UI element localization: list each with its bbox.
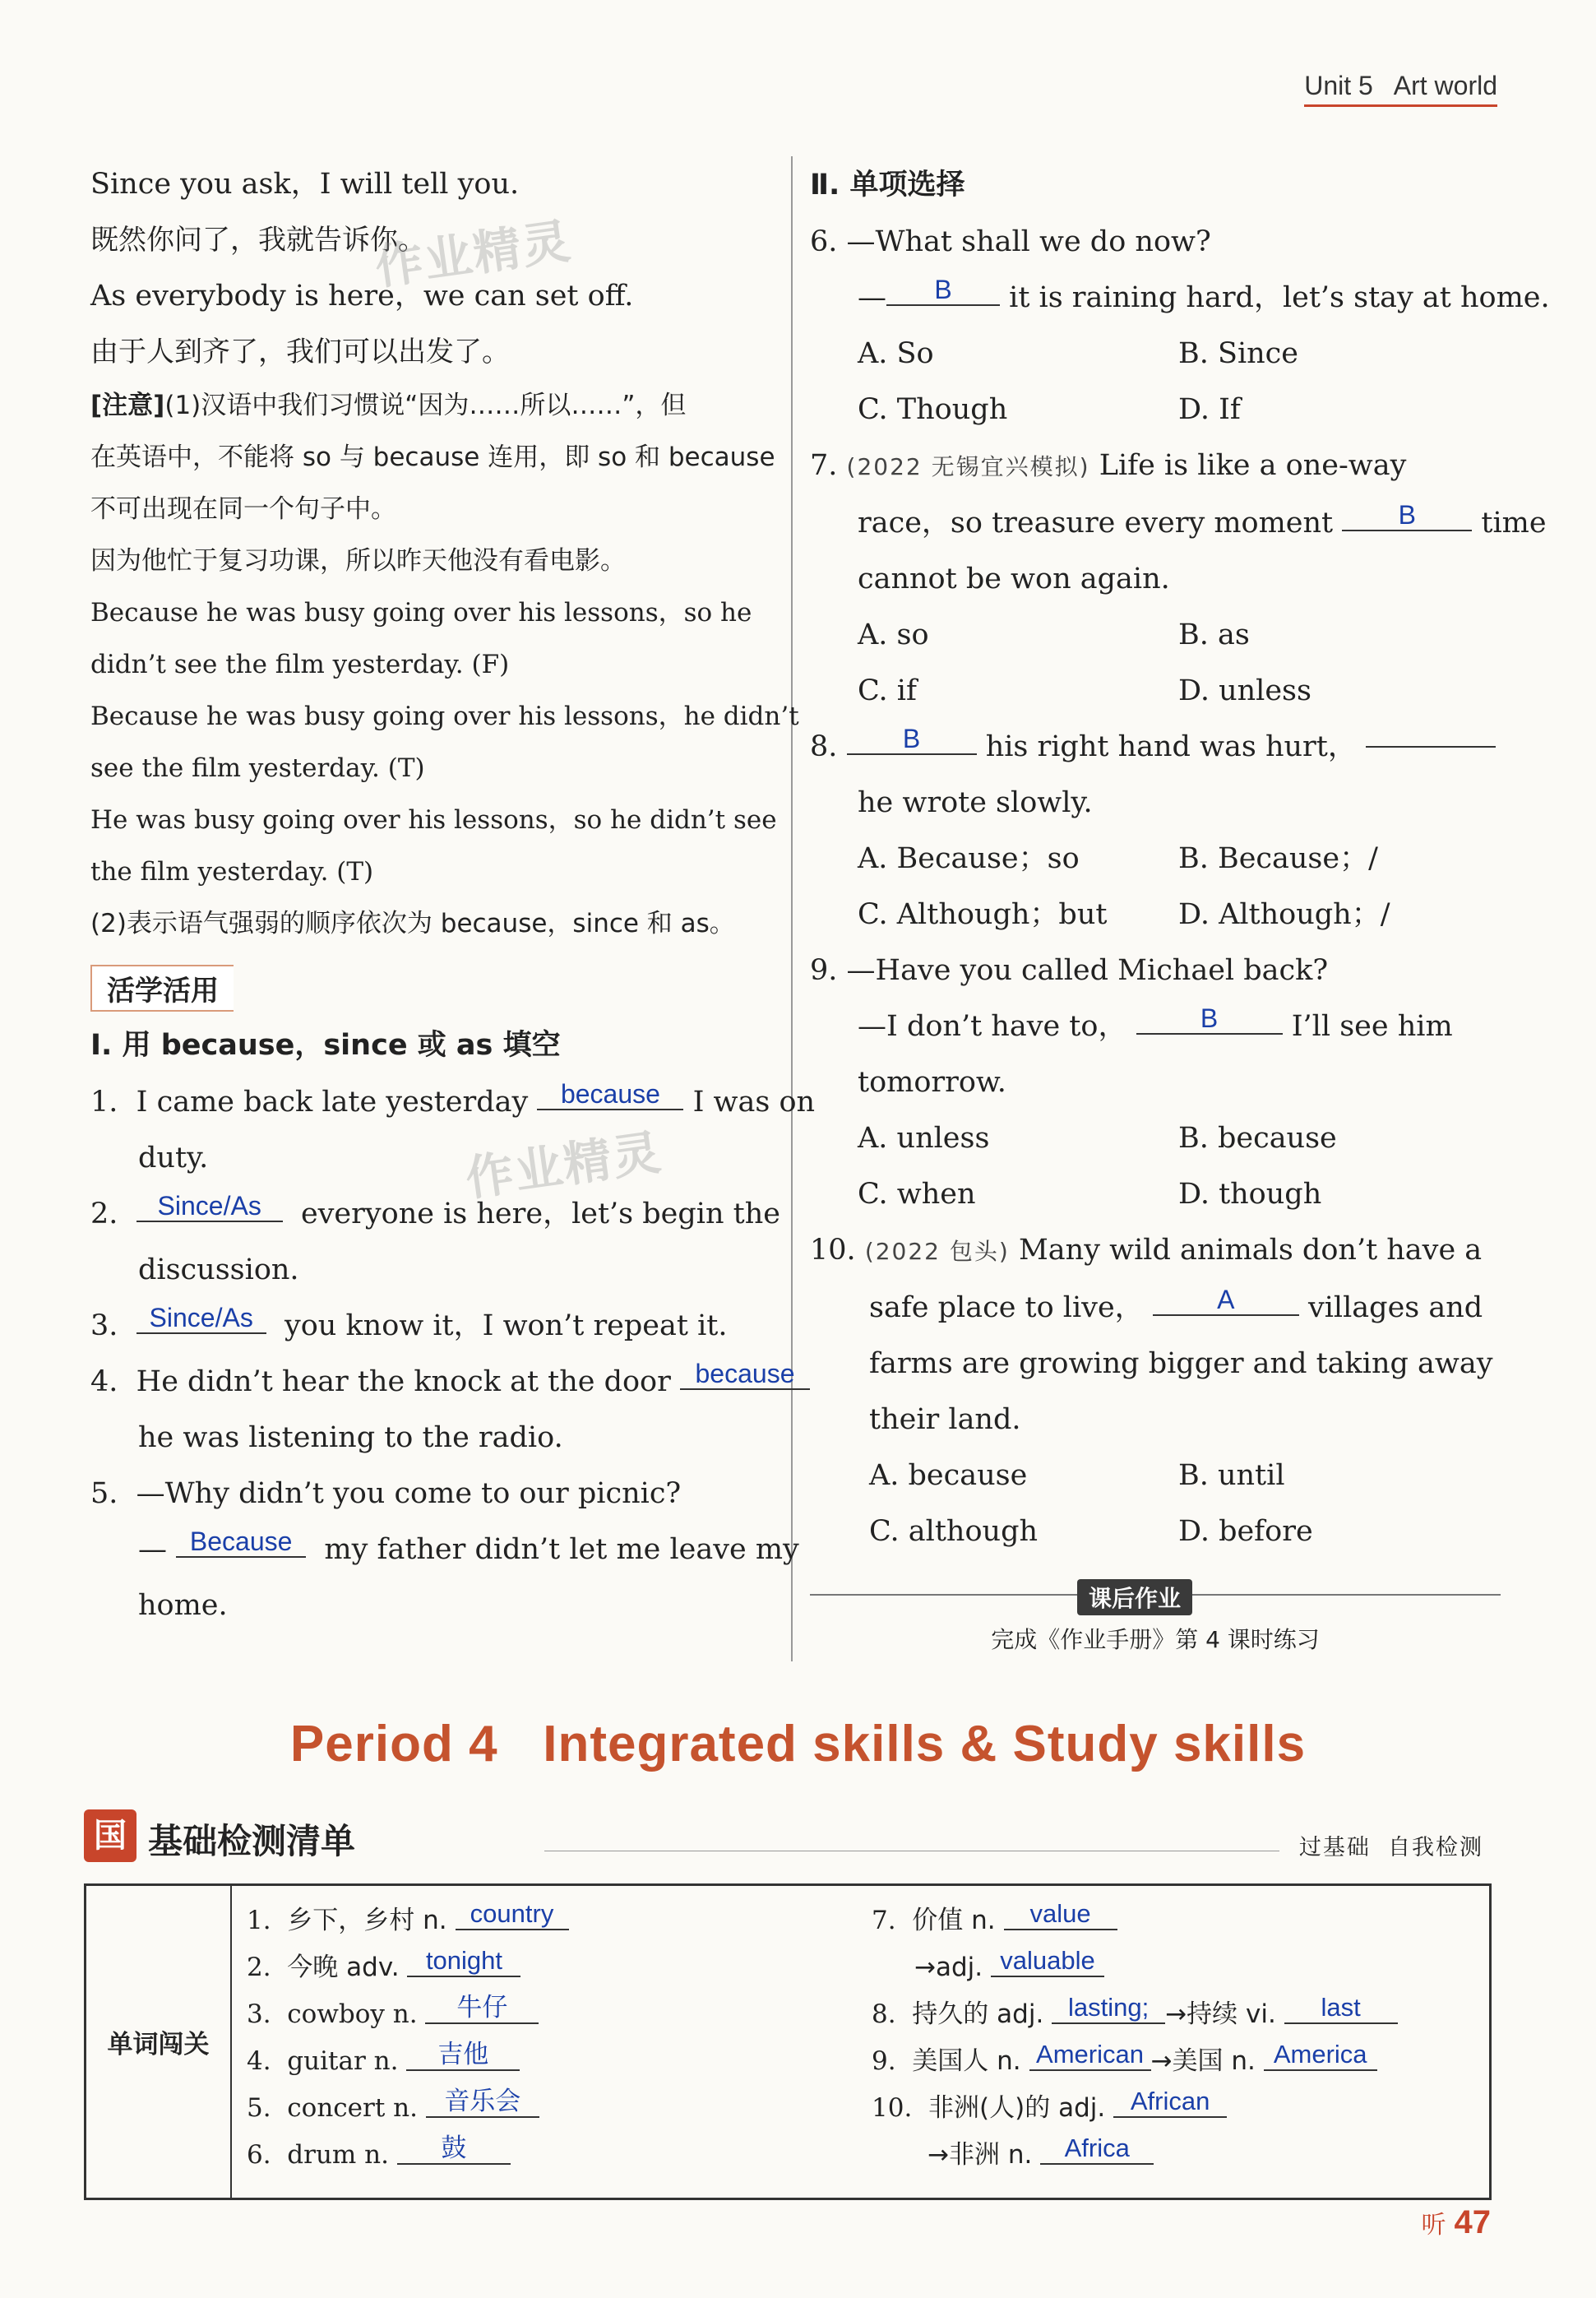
answer-blank[interactable]: 牛仔 — [425, 1993, 539, 2024]
vocab-item — [872, 1897, 1398, 1944]
item-prompt: 价值 n. — [912, 1906, 996, 1935]
vocab-item — [247, 1991, 569, 2038]
options — [810, 831, 1501, 887]
question-8 — [810, 719, 1501, 775]
homework-bar — [810, 1578, 1501, 1610]
question-number: 1. — [90, 1086, 118, 1119]
question-5-answer — [90, 1522, 799, 1578]
options — [810, 382, 1501, 438]
basic-check-subtitle: 过基础 自我检测 — [1298, 1835, 1483, 1860]
intro-line: 由于人到齐了，我们可以出发了。 — [90, 336, 510, 368]
question-source: (2022 无锡宜兴模拟) — [846, 453, 1090, 480]
checklist-icon: 国 — [84, 1809, 136, 1862]
question-source: (2022 包头) — [864, 1238, 1010, 1265]
vocab-item — [872, 2132, 1398, 2179]
answer-blank[interactable]: Since/As — [136, 1303, 266, 1334]
watermark: 作业精灵 — [372, 212, 576, 296]
question-text: safe place to live， — [869, 1291, 1144, 1324]
item-number: 2. — [247, 1953, 271, 1982]
question-9-line2 — [810, 998, 1501, 1054]
item-prompt: 美国人 n. — [912, 2046, 1021, 2076]
answer-blank[interactable]: Africa — [1040, 2134, 1154, 2165]
options — [810, 1166, 1501, 1222]
unit-label: Unit 5 — [1304, 71, 1373, 100]
question-text: I was on — [692, 1086, 816, 1119]
question-text: —What shall we do now? — [846, 225, 1211, 258]
example-line: Because he was busy going over his lessons，he didn’t — [90, 702, 799, 731]
question-text: it is raining hard，let’s stay at home. — [1009, 281, 1550, 314]
note-tag: [注意] — [90, 391, 165, 420]
homework-text: 完成《作业手册》第 4 课时练习 — [991, 1626, 1320, 1653]
question-text: Many wild animals don’t have a — [1018, 1234, 1483, 1267]
item-number: 7. — [872, 1906, 896, 1935]
option-c[interactable]: C. Though — [858, 393, 1008, 426]
note-line — [90, 380, 779, 432]
question-cont: tomorrow. — [858, 1066, 1006, 1099]
unit-topic: Art world — [1393, 71, 1497, 100]
question-number: 9. — [810, 954, 838, 987]
question-6-answer — [810, 270, 1550, 326]
left-column — [90, 156, 816, 1633]
example-line: the film yesterday. (T) — [90, 857, 374, 887]
answer-blank[interactable]: value — [1004, 1899, 1117, 1930]
option-c[interactable]: C. when — [858, 1178, 976, 1211]
right-column — [810, 156, 1550, 1559]
question-4 — [90, 1354, 795, 1410]
answer-blank[interactable]: because — [537, 1079, 683, 1110]
item-prompt: guitar n. — [287, 2046, 399, 2076]
page-number — [1421, 2204, 1491, 2241]
item-prompt: concert n. — [287, 2093, 418, 2123]
answer-blank[interactable]: African — [1113, 2087, 1227, 2118]
question-text: He didn’t hear the knock at the door — [136, 1365, 671, 1398]
question-text: —I don’t have to， — [858, 1010, 1127, 1043]
note-line: 因为他忙于复习功课，所以昨天他没有看电影。 — [90, 546, 626, 576]
answer-blank[interactable]: Because — [176, 1527, 306, 1558]
question-number: 7. — [810, 449, 838, 482]
example-line: see the film yesterday. (T) — [90, 753, 425, 783]
options — [810, 1503, 1501, 1559]
answer-blank[interactable]: B — [1342, 500, 1472, 531]
question-cont: home. — [138, 1589, 228, 1622]
page-prefix: 听 — [1421, 2211, 1446, 2240]
options — [810, 887, 1501, 943]
answer-blank[interactable]: America — [1264, 2040, 1377, 2071]
option-d[interactable]: D. before — [1178, 1515, 1313, 1548]
item-prompt: 今晚 adv. — [287, 1953, 400, 1982]
item-prompt: 持久的 adj. — [912, 1999, 1044, 2029]
item-number: 1. — [247, 1906, 271, 1935]
question-cont: their land. — [869, 1403, 1021, 1436]
options — [810, 326, 1501, 382]
vocab-item — [872, 1944, 1398, 1991]
question-10-line2 — [810, 1280, 1501, 1336]
question-cont: duty. — [138, 1142, 209, 1174]
answer-blank[interactable]: 音乐会 — [426, 2087, 539, 2118]
basic-check-header — [84, 1809, 1493, 1869]
option-c[interactable]: C. if — [858, 674, 917, 707]
answer-blank[interactable]: because — [680, 1359, 810, 1390]
column-divider — [791, 156, 793, 1661]
vocab-item — [247, 2038, 569, 2085]
example-line: He was busy going over his lessons，so he didn’t see — [90, 805, 777, 835]
vocab-item — [247, 1944, 569, 1991]
example-line: Because he was busy going over his lessons，so he — [90, 598, 752, 628]
vocab-item — [872, 2038, 1398, 2085]
question-text: his right hand was hurt， — [985, 730, 1357, 763]
options — [810, 663, 1501, 719]
homework-box — [810, 1578, 1501, 1655]
period-title: Period 4 Integrated skills & Study skills — [289, 1716, 1307, 1772]
question-9 — [810, 943, 1501, 998]
watermark: 作业精灵 — [462, 1124, 666, 1207]
option-d[interactable]: D. unless — [1178, 674, 1311, 707]
question-number: 6. — [810, 225, 838, 258]
item-prompt: 乡下，乡村 n. — [287, 1906, 447, 1935]
question-text: everyone is here，let’s begin the — [300, 1198, 780, 1230]
answer-blank[interactable]: last — [1284, 1993, 1398, 2024]
option-b[interactable]: B. until — [1178, 1459, 1285, 1492]
question-5 — [90, 1466, 779, 1522]
vocab-item — [872, 1991, 1398, 2038]
question-text: villages and — [1307, 1291, 1483, 1324]
note-line: (2)表示语气强弱的顺序依次为 because，since 和 as。 — [90, 909, 735, 938]
question-10 — [810, 1222, 1501, 1280]
answer-blank[interactable]: 鼓 — [397, 2134, 511, 2165]
question-cont: he was listening to the radio. — [138, 1421, 563, 1454]
intro-line: 既然你问了，我就告诉你。 — [90, 224, 426, 257]
dash: — — [138, 1533, 167, 1566]
question-cont: discussion. — [138, 1253, 299, 1286]
option-a[interactable]: A. unless — [858, 1122, 990, 1155]
answer-blank[interactable]: Since/As — [136, 1191, 283, 1222]
question-number: 3. — [90, 1309, 118, 1342]
option-c[interactable]: C. Although；but — [858, 898, 1108, 931]
question-number: 10. — [810, 1234, 856, 1267]
question-cont: farms are growing bigger and taking away — [869, 1347, 1493, 1380]
question-number: 4. — [90, 1365, 118, 1398]
item-prompt: cowboy n. — [287, 1999, 418, 2029]
option-d[interactable]: D. though — [1178, 1178, 1322, 1211]
intro-line: As everybody is here，we can set off. — [90, 280, 634, 313]
example-line: didn’t see the film yesterday. (F) — [90, 650, 510, 679]
item-number: 10. — [872, 2093, 913, 2123]
vocab-right-column — [872, 1897, 1398, 2179]
answer-blank[interactable]: tonight — [407, 1946, 520, 1977]
dash: — — [858, 281, 886, 314]
item-prompt: 非洲(人)的 adj. — [928, 2093, 1106, 2123]
option-b[interactable]: B. because — [1178, 1122, 1337, 1155]
item-prompt: →非洲 n. — [928, 2140, 1033, 2170]
question-text: you know it，I won’t repeat it. — [284, 1309, 728, 1342]
item-number: 9. — [872, 2046, 896, 2076]
answer-blank[interactable]: 吉他 — [406, 2040, 520, 2071]
question-cont: he wrote slowly. — [858, 786, 1093, 819]
answer-blank[interactable]: American — [1029, 2040, 1151, 2071]
question-text: —Why didn’t you come to our picnic? — [136, 1477, 682, 1510]
answer-blank[interactable]: valuable — [991, 1946, 1104, 1977]
answer-blank[interactable]: B — [886, 275, 1000, 306]
question-text: my father didn’t let me leave my — [324, 1533, 799, 1566]
option-c[interactable]: C. although — [869, 1515, 1039, 1548]
page-number-value: 47 — [1454, 2204, 1491, 2240]
question-number: 5. — [90, 1477, 118, 1510]
question-3 — [90, 1298, 779, 1354]
item-number: 8. — [872, 1999, 896, 2029]
item-number: 3. — [247, 1999, 271, 2029]
question-text: race，so treasure every moment — [858, 507, 1334, 540]
section2-title: Ⅱ. 单项选择 — [810, 169, 965, 202]
note-text: (1)汉语中我们习惯说“因为……所以……”，但 — [164, 391, 687, 420]
item-number: 4. — [247, 2046, 271, 2076]
question-text: I’ll see him — [1291, 1010, 1453, 1043]
option-b[interactable]: B. Since — [1178, 337, 1298, 370]
item-prompt: →美国 n. — [1150, 2046, 1256, 2076]
question-text: I came back late yesterday — [136, 1086, 529, 1119]
answer-blank[interactable]: B — [1136, 1003, 1283, 1035]
option-a[interactable]: A. So — [858, 337, 934, 370]
item-prompt: drum n. — [287, 2140, 389, 2170]
answer-blank[interactable]: country — [456, 1899, 569, 1930]
question-7 — [810, 438, 1501, 495]
vocab-left-column — [247, 1897, 569, 2179]
basic-check-title: 基础检测清单 — [148, 1821, 356, 1861]
question-text: —Have you called Michael back? — [846, 954, 1329, 987]
question-number: 2. — [90, 1198, 118, 1230]
answer-blank[interactable]: B — [847, 724, 977, 755]
item-number: 5. — [247, 2093, 271, 2123]
option-a[interactable]: A. so — [858, 619, 929, 651]
section1-title: Ⅰ. 用 because，since 或 as 填空 — [90, 1029, 561, 1062]
question-6 — [810, 214, 1501, 270]
question-7-line2 — [810, 495, 1547, 551]
activity-tag: 活学活用 — [90, 965, 234, 1012]
question-1 — [90, 1074, 816, 1130]
vocab-item — [872, 2085, 1398, 2132]
answer-blank[interactable]: lasting; — [1052, 1993, 1165, 2024]
vocab-item — [247, 2132, 569, 2179]
option-b[interactable]: B. as — [1178, 619, 1250, 651]
vocab-table — [84, 1883, 1492, 2200]
options — [810, 1110, 1501, 1166]
question-2 — [90, 1186, 779, 1242]
homework-tag: 课后作业 — [1077, 1579, 1192, 1615]
note-line: 在英语中，不能将 so 与 because 连用，即 so 和 because — [90, 442, 775, 472]
question-text: Life is like a one-way — [1099, 449, 1407, 482]
option-b[interactable]: B. Because；/ — [1178, 842, 1378, 875]
question-number: 8. — [810, 730, 838, 763]
option-a[interactable]: A. Because；so — [858, 842, 1080, 875]
answer-blank-2[interactable] — [1366, 746, 1496, 748]
item-number: 6. — [247, 2140, 271, 2170]
option-d[interactable]: D. If — [1178, 393, 1241, 426]
vocab-item — [247, 1897, 569, 1944]
option-d[interactable]: D. Although；/ — [1178, 898, 1390, 931]
options — [810, 607, 1501, 663]
vocab-row-head: 单词闯关 — [86, 1886, 232, 2198]
question-cont: cannot be won again. — [858, 563, 1170, 595]
options — [810, 1448, 1501, 1503]
intro-line: Since you ask，I will tell you. — [90, 168, 520, 201]
item-prompt: →adj. — [914, 1953, 983, 1982]
option-a[interactable]: A. because — [869, 1459, 1028, 1492]
unit-header — [1304, 71, 1497, 107]
item-prompt: →持续 vi. — [1165, 1999, 1276, 2029]
note-line: 不可出现在同一个句子中。 — [90, 494, 396, 524]
vocab-item — [247, 2085, 569, 2132]
answer-blank[interactable]: A — [1153, 1285, 1299, 1316]
question-text: time — [1481, 507, 1547, 540]
